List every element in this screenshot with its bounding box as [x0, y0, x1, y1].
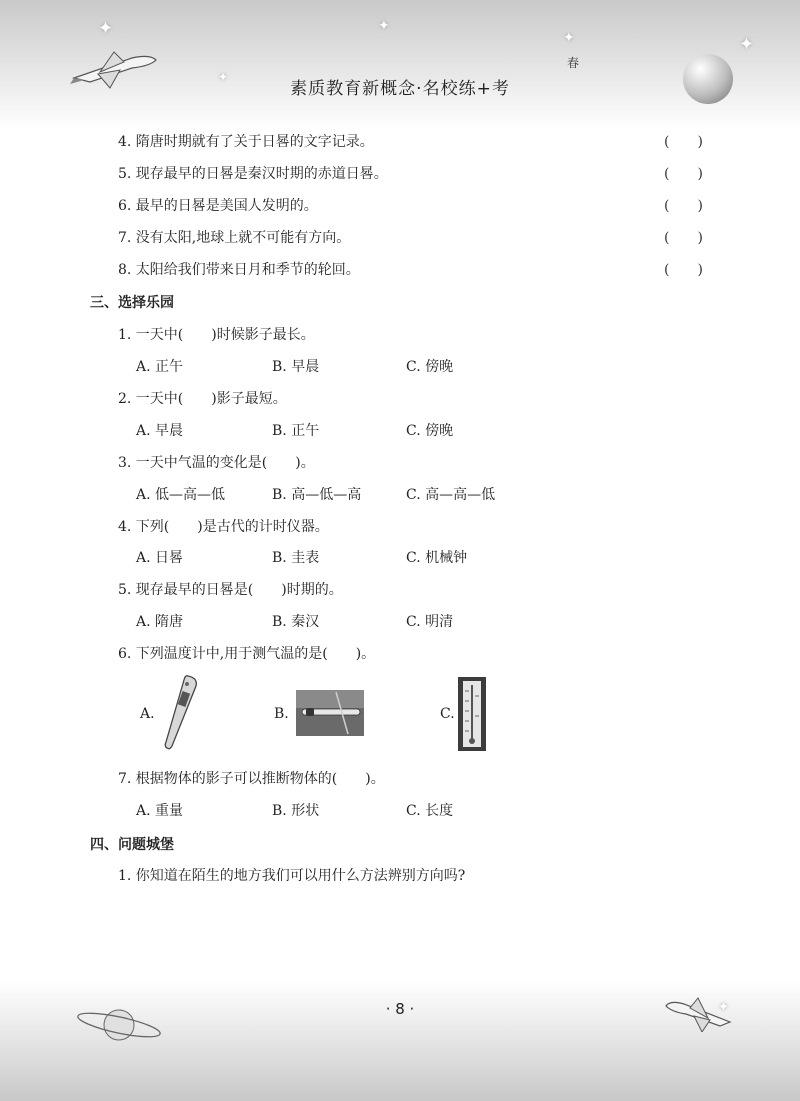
question-text: 2. 一天中( )影子最短。	[118, 391, 287, 407]
option-c[interactable]: C. 长度	[406, 803, 454, 819]
star-icon: ✦	[218, 70, 229, 84]
option-c[interactable]: C. 傍晚	[406, 359, 454, 375]
answer-blank[interactable]: ( )	[664, 230, 703, 246]
glass-thermometer-icon[interactable]	[296, 690, 364, 736]
judgment-item: 8. 太阳给我们带来日月和季节的轮回。	[118, 262, 360, 278]
answer-blank[interactable]: ( )	[664, 166, 703, 182]
star-icon: ✦	[378, 18, 390, 34]
season-tag: 春	[567, 56, 580, 70]
star-icon: ✦	[563, 30, 575, 46]
option-b[interactable]: B. 早晨	[272, 359, 320, 375]
answer-blank[interactable]: ( )	[664, 198, 703, 214]
option-a[interactable]: A. 隋唐	[136, 614, 184, 630]
question-text: 3. 一天中气温的变化是( )。	[118, 455, 315, 471]
option-b[interactable]: B. 圭表	[272, 550, 320, 566]
question-text: 5. 现存最早的日晷是( )时期的。	[118, 582, 343, 598]
star-icon: ✦	[718, 1000, 729, 1015]
question-text: 6. 下列温度计中,用于测气温的是( )。	[118, 646, 376, 662]
option-c[interactable]: C. 明清	[406, 614, 454, 630]
option-c[interactable]: C. 傍晚	[406, 423, 454, 439]
option-b[interactable]: B.	[274, 706, 289, 722]
option-a[interactable]: A. 日晷	[136, 550, 184, 566]
answer-blank[interactable]: ( )	[664, 134, 703, 150]
section-heading-choice: 三、选择乐园	[90, 295, 174, 311]
question-text: 1. 一天中( )时候影子最长。	[118, 327, 315, 343]
option-a[interactable]: A. 正午	[136, 359, 184, 375]
judgment-item: 5. 现存最早的日晷是秦汉时期的赤道日晷。	[118, 166, 388, 182]
option-b[interactable]: B. 高—低—高	[272, 487, 362, 503]
question-text: 1. 你知道在陌生的地方我们可以用什么方法辨别方向吗?	[118, 868, 466, 884]
option-c[interactable]: C. 机械钟	[406, 550, 468, 566]
book-title: 素质教育新概念·名校练+考	[290, 79, 510, 99]
judgment-item: 4. 隋唐时期就有了关于日晷的文字记录。	[118, 134, 374, 150]
option-c[interactable]: C.	[440, 706, 455, 722]
option-a[interactable]: A. 早晨	[136, 423, 184, 439]
question-text: 4. 下列( )是古代的计时仪器。	[118, 519, 329, 535]
question-text: 7. 根据物体的影子可以推断物体的( )。	[118, 771, 385, 787]
page-number: · 8 ·	[385, 1000, 415, 1018]
clinical-thermometer-icon[interactable]	[158, 672, 204, 752]
wall-thermometer-icon[interactable]	[458, 677, 486, 751]
option-a[interactable]: A. 重量	[136, 803, 184, 819]
judgment-item: 6. 最早的日晷是美国人发明的。	[118, 198, 318, 214]
option-a[interactable]: A.	[140, 706, 155, 722]
star-icon: ✦	[739, 34, 755, 55]
answer-blank[interactable]: ( )	[664, 262, 703, 278]
judgment-item: 7. 没有太阳,地球上就不可能有方向。	[118, 230, 351, 246]
option-b[interactable]: B. 形状	[272, 803, 320, 819]
option-b[interactable]: B. 秦汉	[272, 614, 320, 630]
option-c[interactable]: C. 高—高—低	[406, 487, 496, 503]
star-icon: ✦	[98, 18, 114, 39]
option-b[interactable]: B. 正午	[272, 423, 320, 439]
section-heading-problem: 四、问题城堡	[90, 837, 174, 853]
option-a[interactable]: A. 低—高—低	[136, 487, 226, 503]
